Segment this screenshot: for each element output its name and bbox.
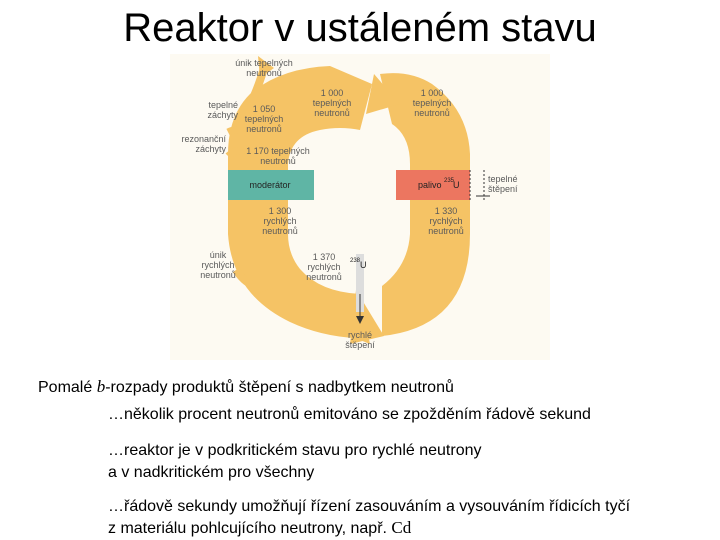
thermal-captures-label-2: záchyty bbox=[207, 110, 238, 120]
n1000a-label-2: tepelných bbox=[312, 98, 352, 108]
n1370-label-2: rychlých bbox=[307, 262, 341, 272]
text-line-1-a: Pomalé bbox=[38, 379, 97, 396]
n1050-label-2: tepelných bbox=[244, 114, 284, 124]
leak-fast-label-1: únik bbox=[209, 250, 227, 260]
n1000b-label-1: 1 000 bbox=[420, 88, 444, 98]
u235-symbol: U bbox=[453, 180, 460, 190]
page-title: Reaktor v ustáleném stavu bbox=[123, 6, 597, 50]
moderator-label: moderátor bbox=[249, 180, 291, 190]
thermal-captures-label-1: tepelné bbox=[208, 100, 238, 110]
n1330-label-2: rychlých bbox=[429, 216, 463, 226]
thermal-fission-label-2: štěpení bbox=[488, 184, 518, 194]
leak-fast-label-3: neutronů bbox=[200, 270, 236, 280]
leak-fast-label-2: rychlých bbox=[201, 260, 235, 270]
n1050-label-1: 1 050 bbox=[252, 104, 276, 114]
text-line-6-a: z materiálu pohlcujícího neutrony, např. bbox=[108, 520, 392, 537]
n1170-label-1: 1 170 tepelných bbox=[246, 146, 310, 156]
n1300-label-3: neutronů bbox=[262, 226, 298, 236]
n1300-label-2: rychlých bbox=[263, 216, 297, 226]
thermal-fission-label-1: tepelné bbox=[488, 174, 518, 184]
text-line-5: …řádově sekundy umožňují řízení zasouváním a vysouváním řídicích tyčí bbox=[108, 498, 631, 515]
u235-mass: 235 bbox=[444, 178, 455, 184]
n1330-label-3: neutronů bbox=[428, 226, 464, 236]
u238-symbol: U bbox=[360, 260, 367, 270]
text-line-1 bbox=[38, 376, 454, 398]
beta-symbol: b bbox=[96, 377, 106, 396]
leak-thermal-label-1: únik tepelných bbox=[235, 58, 293, 68]
n1370-label-3: neutronů bbox=[306, 272, 342, 282]
text-line-1-b: -rozpady produktů štěpení s nadbytkem neutronů bbox=[105, 379, 454, 396]
fast-fission-label-2: štěpení bbox=[345, 340, 375, 350]
n1370-label-1: 1 370 bbox=[312, 252, 336, 262]
resonance-captures-label-1: rezonanční bbox=[181, 134, 226, 144]
text-line-4: a v nadkritickém pro všechny bbox=[108, 464, 315, 481]
leak-thermal-label-2: neutronů bbox=[246, 68, 282, 78]
u238-mass: 238 bbox=[350, 258, 361, 264]
text-line-6 bbox=[108, 517, 411, 539]
text-line-3: …reaktor je v podkritickém stavu pro rychlé neutrony bbox=[108, 442, 482, 459]
fuel-label: palivo bbox=[418, 180, 442, 190]
fast-fission-label-1: rychlé bbox=[347, 330, 373, 340]
n1000a-label-1: 1 000 bbox=[320, 88, 344, 98]
n1000a-label-3: neutronů bbox=[314, 108, 350, 118]
n1170-label-2: neutronů bbox=[260, 156, 296, 166]
cadmium-symbol: Cd bbox=[391, 518, 412, 537]
text-line-2: …několik procent neutronů emitováno se zpožděním řádově sekund bbox=[108, 406, 591, 423]
n1330-label-1: 1 330 bbox=[434, 206, 458, 216]
resonance-captures-label-2: záchyty bbox=[195, 144, 226, 154]
n1050-label-3: neutronů bbox=[246, 124, 282, 134]
n1000b-label-2: tepelných bbox=[412, 98, 452, 108]
n1000b-label-3: neutronů bbox=[414, 108, 450, 118]
n1300-label-1: 1 300 bbox=[268, 206, 292, 216]
reactor-cycle-diagram bbox=[170, 54, 550, 360]
